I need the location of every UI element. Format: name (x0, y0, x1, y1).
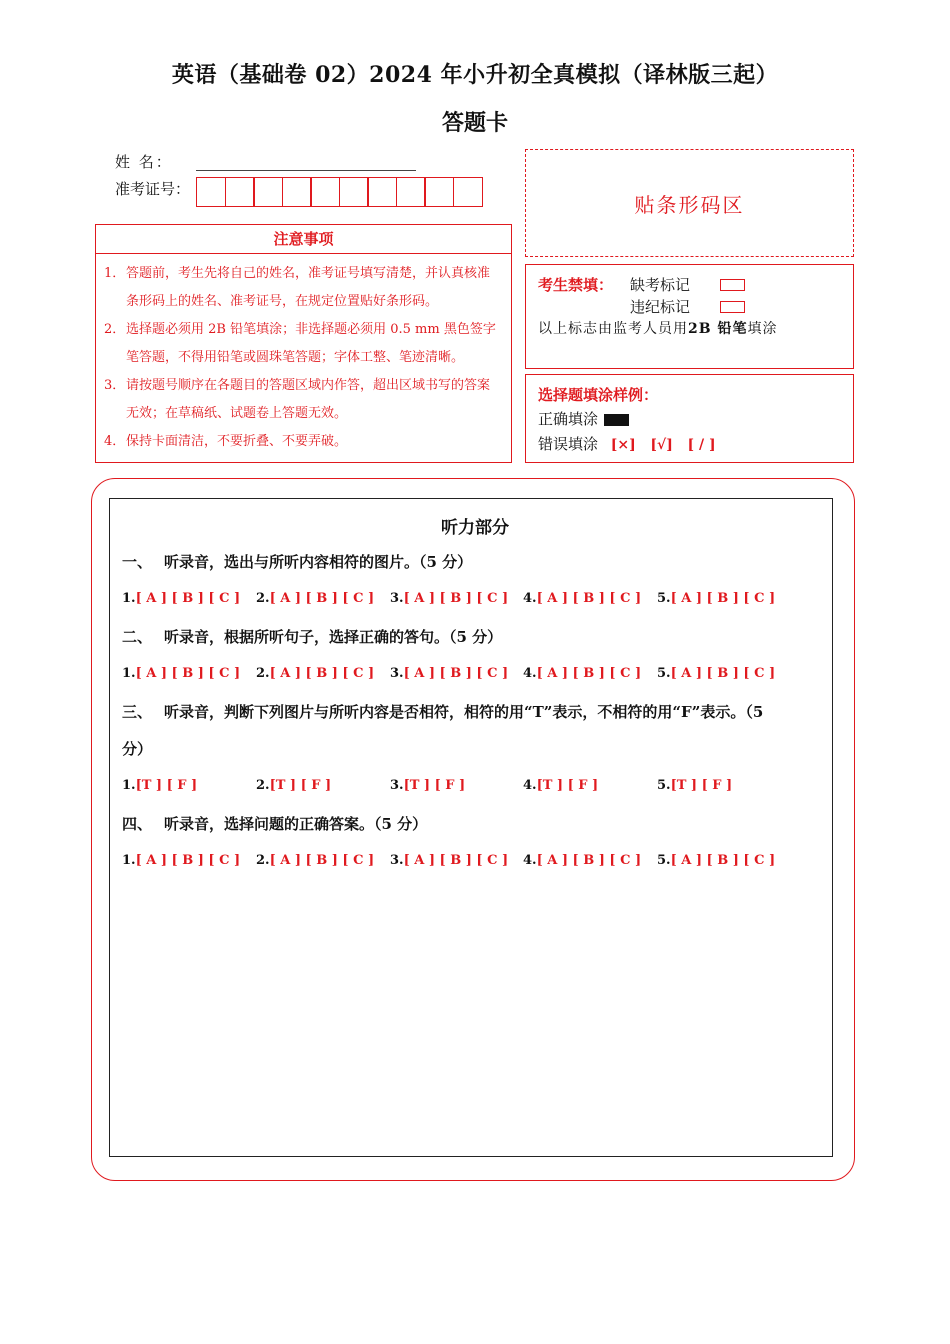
section-3-heading: 三、 听录音，判断下列图片与所听内容是否相符，相符的用“T”表示，不相符的用“F”表示。（5 (122, 703, 764, 721)
answer-item[interactable]: 5.[ A ] [ B ] [ C ] (657, 591, 776, 606)
answer-item[interactable]: 1.[ A ] [ B ] [ C ] (122, 666, 241, 681)
answer-item[interactable]: 5.[ A ] [ B ] [ C ] (657, 666, 776, 681)
id-digit-box[interactable] (282, 177, 312, 207)
notice-item: 3． 请按题号顺序在各题目的答题区域内作答，超出区域书写的答案无效；在草稿纸、试题卷上答题无效。 (104, 378, 491, 421)
fill-sample-box (525, 374, 854, 463)
correct-fill-row (538, 408, 629, 429)
violation-mark-row (630, 296, 745, 317)
answer-item[interactable]: 5.[ A ] [ B ] [ C ] (657, 853, 776, 868)
exam-marks-box (525, 264, 854, 369)
answer-item[interactable]: 1.[ A ] [ B ] [ C ] (122, 853, 241, 868)
absent-mark-label: 缺考标记 (630, 276, 691, 294)
fill-sample-heading: 选择题填涂样例： (538, 386, 659, 404)
notice-item: 1． 答题前，考生先将自己的姓名，准考证号填写清楚，并认真核准条形码上的姓名、准考证号，在规定位置贴好条形码。 (104, 266, 491, 309)
page-title: 英语（基础卷 02）2024 年小升初全真模拟（译林版三起） (171, 62, 779, 88)
section-3-heading-cont: 分） (122, 740, 153, 758)
correct-fill-sample (604, 414, 629, 426)
section-1-heading: 一、 听录音，选出与所听内容相符的图片。（5 分） (122, 553, 473, 571)
id-digit-box[interactable] (253, 177, 283, 207)
notice-item: 2． 选择题必须用 2B 铅笔填涂；非选择题必须用 0.5 mm 黑色签字笔答题，不得用铅笔或圆珠笔答题；字体工整、笔迹清晰。 (104, 322, 496, 365)
id-digit-box[interactable] (225, 177, 255, 207)
id-digit-box[interactable] (310, 177, 340, 207)
correct-fill-label: 正确填涂 (538, 410, 599, 428)
answer-item[interactable]: 2.[ A ] [ B ] [ C ] (256, 853, 375, 868)
answer-item[interactable]: 2.[ A ] [ B ] [ C ] (256, 666, 375, 681)
answer-item[interactable]: 3.[T ] [ F ] (390, 778, 466, 793)
page-subtitle: 答题卡 (441, 110, 508, 136)
answer-item[interactable]: 3.[ A ] [ B ] [ C ] (390, 853, 509, 868)
id-digit-box[interactable] (424, 177, 454, 207)
answer-item[interactable]: 2.[T ] [ F ] (256, 778, 332, 793)
barcode-area (525, 149, 854, 257)
id-digit-box[interactable] (367, 177, 397, 207)
name-field[interactable] (196, 170, 416, 171)
answer-item[interactable]: 3.[ A ] [ B ] [ C ] (390, 666, 509, 681)
answer-item[interactable]: 4.[T ] [ F ] (523, 778, 599, 793)
answer-item[interactable]: 4.[ A ] [ B ] [ C ] (523, 591, 642, 606)
answer-item[interactable]: 4.[ A ] [ B ] [ C ] (523, 666, 642, 681)
notice-box (95, 224, 512, 463)
exam-marks-label: 考生禁填： (538, 276, 614, 294)
id-digit-box[interactable] (396, 177, 426, 207)
exam-marks-note: 以上标志由监考人员用 2B 铅笔 填涂 (538, 321, 778, 337)
absent-mark-box[interactable] (720, 279, 745, 291)
answer-item[interactable]: 5.[T ] [ F ] (657, 778, 733, 793)
answer-item[interactable]: 1.[ A ] [ B ] [ C ] (122, 591, 241, 606)
barcode-label: 贴条形码区 (634, 192, 745, 217)
id-label: 准考证号： (115, 180, 191, 198)
absent-mark-row (538, 274, 745, 295)
violation-mark-box[interactable] (720, 301, 745, 313)
answer-item[interactable]: 2.[ A ] [ B ] [ C ] (256, 591, 375, 606)
section-2-heading: 二、 听录音，根据所听句子，选择正确的答句。（5 分） (122, 628, 503, 646)
listening-title: 听力部分 (441, 518, 509, 538)
id-number-boxes[interactable] (196, 177, 481, 207)
wrong-fill-row (538, 433, 716, 454)
id-digit-box[interactable] (339, 177, 369, 207)
answer-item[interactable]: 3.[ A ] [ B ] [ C ] (390, 591, 509, 606)
wrong-fill-samples: [×] [√] [ / ] (610, 437, 716, 453)
id-digit-box[interactable] (196, 177, 226, 207)
violation-mark-label: 违纪标记 (630, 298, 691, 316)
notice-list (96, 254, 511, 456)
wrong-fill-label: 错误填涂 (538, 435, 599, 453)
answer-item[interactable]: 1.[T ] [ F ] (122, 778, 198, 793)
id-digit-box[interactable] (453, 177, 483, 207)
answer-item[interactable]: 4.[ A ] [ B ] [ C ] (523, 853, 642, 868)
notice-heading: 注意事项 (96, 225, 511, 254)
notice-item: 4． 保持卡面清洁，不要折叠、不要弄破。 (104, 434, 348, 449)
section-4-heading: 四、 听录音，选择问题的正确答案。（5 分） (122, 815, 428, 833)
name-label: 姓 名： (115, 153, 173, 171)
